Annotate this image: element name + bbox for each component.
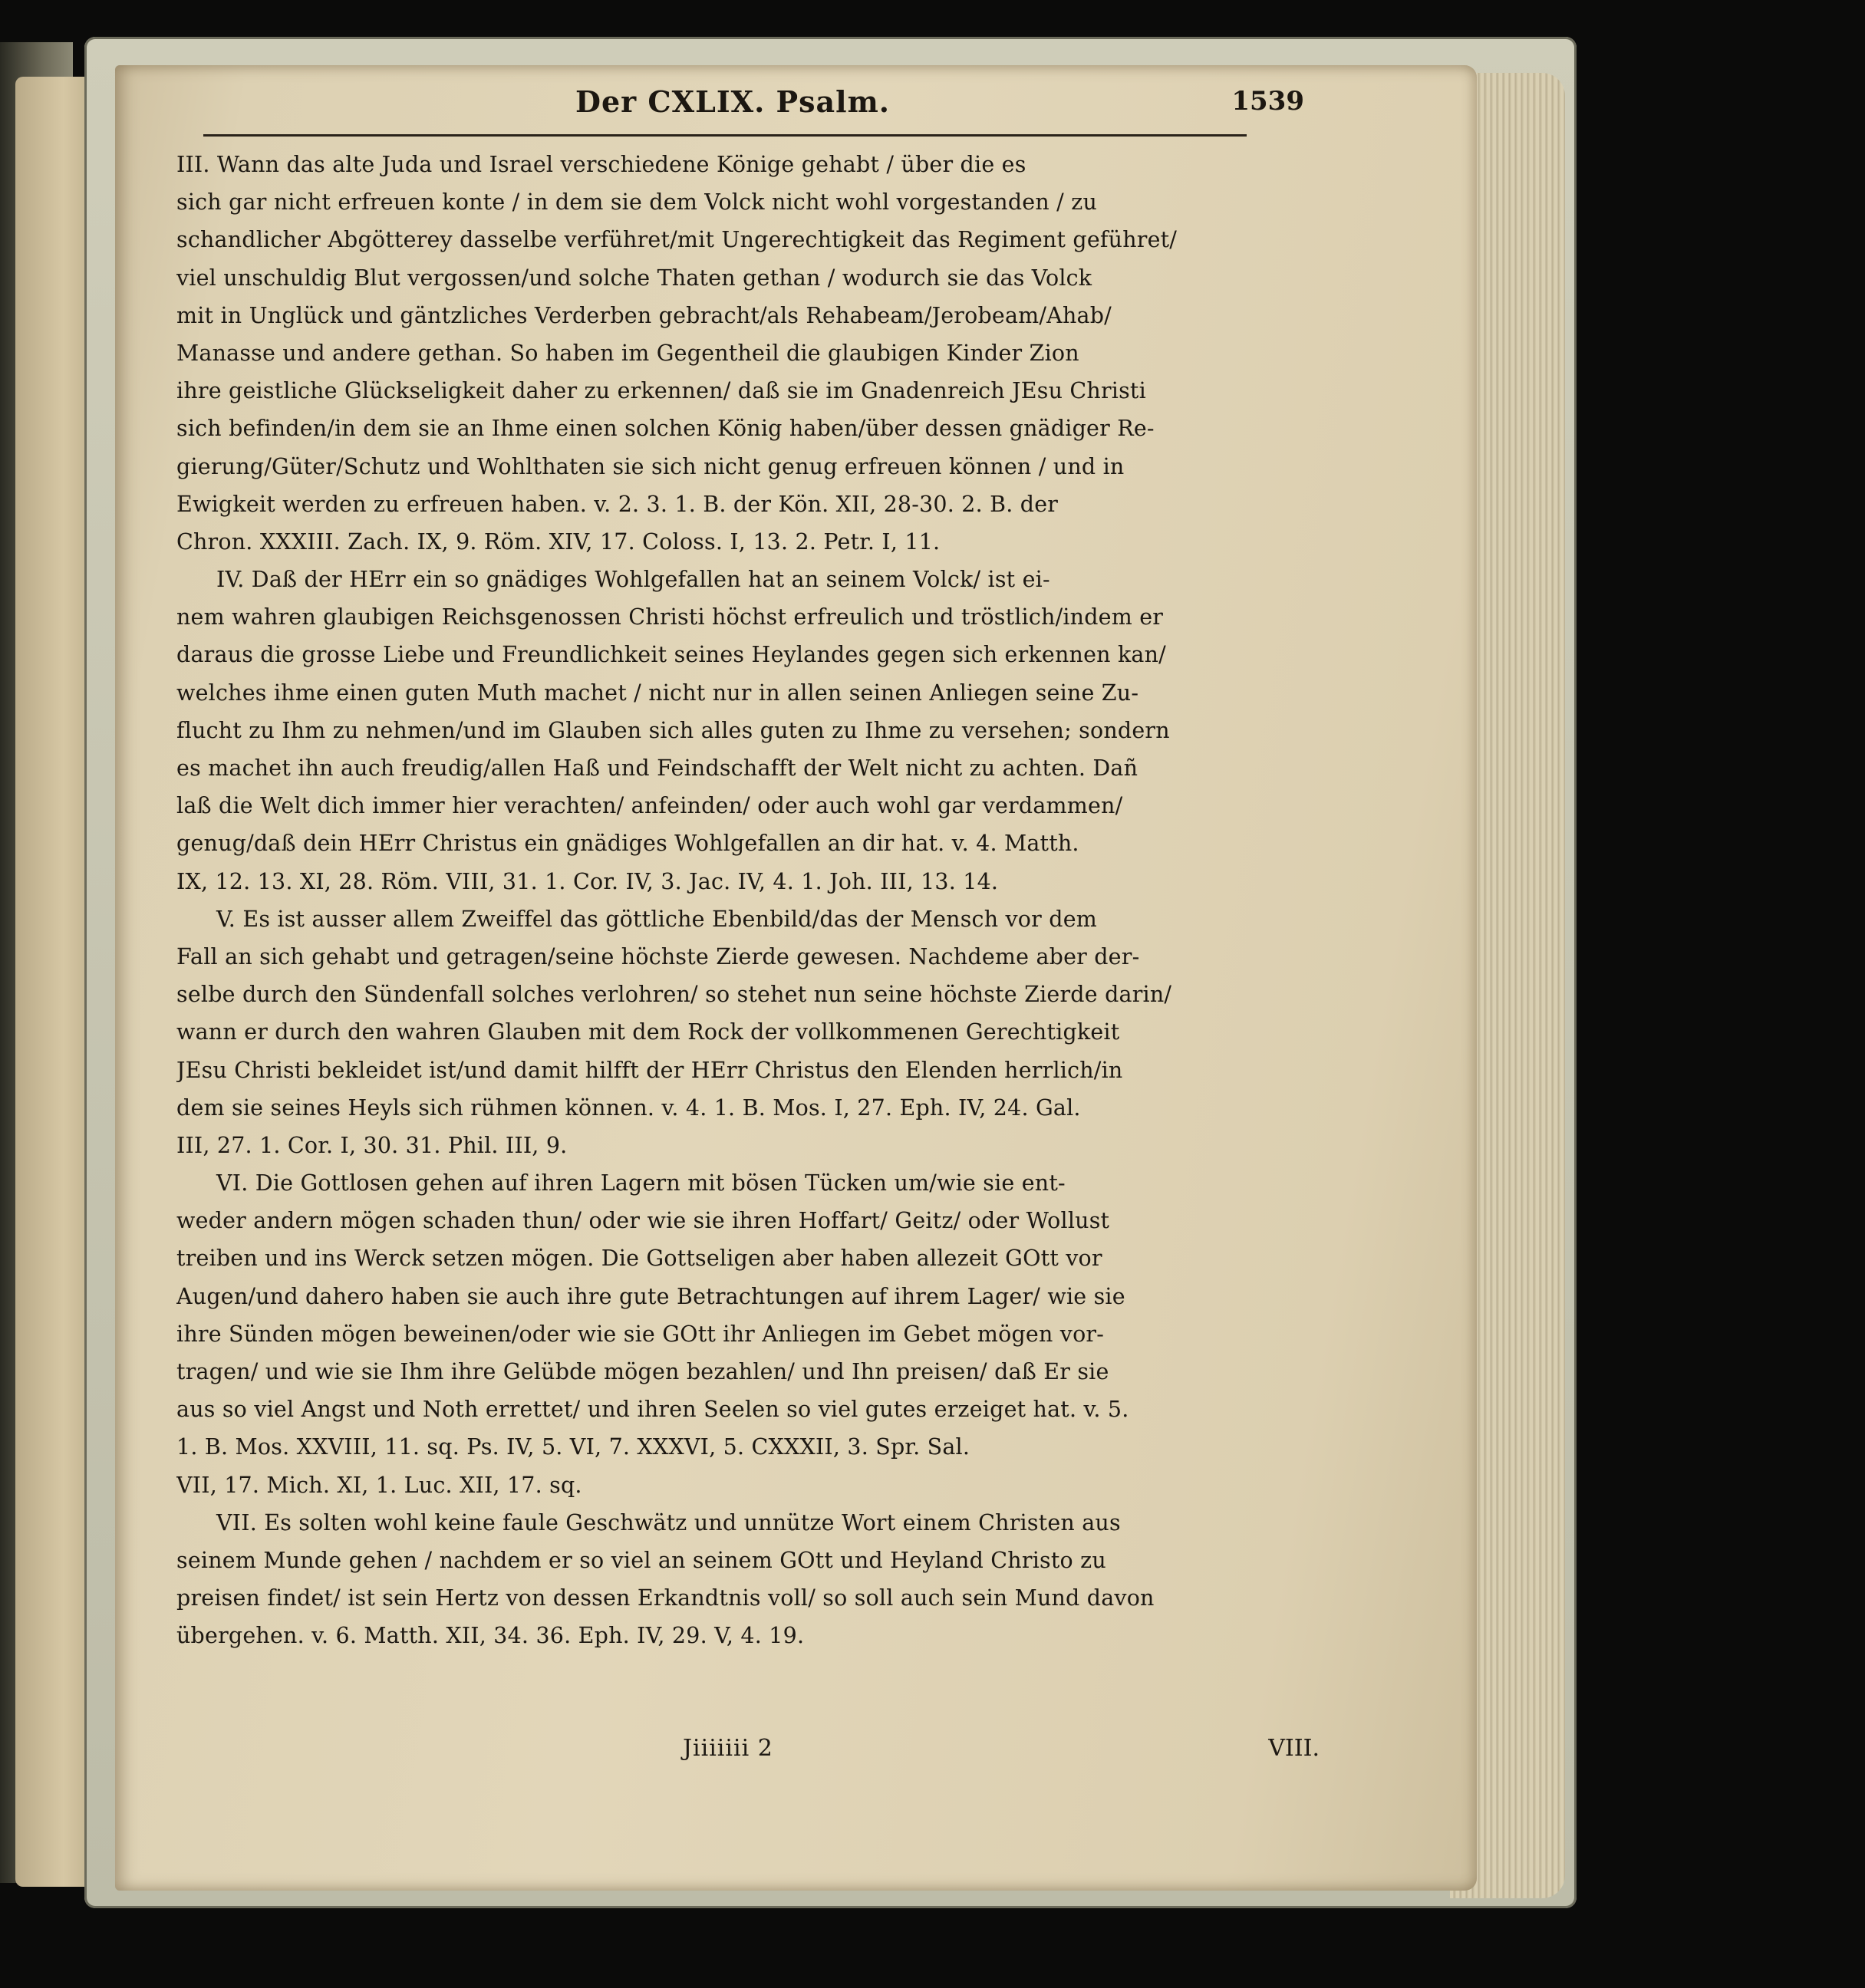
text-line: dem sie seines Heyls sich rühmen können. v. 4. 1. B. Mos. I, 27. Eph. IV, 24. Gal.: [176, 1094, 1081, 1121]
text-line: übergehen. v. 6. Matth. XII, 34. 36. Eph. IV, 29. V, 4. 19.: [176, 1623, 805, 1649]
left-page-edge: [15, 77, 84, 1887]
text-line: es machet ihn auch freudig/allen Haß und Feindschafft der Welt nicht zu achten. Dañ: [176, 755, 1138, 781]
page-number: 1539: [1231, 86, 1304, 117]
text-line: Ewigkeit werden zu erfreuen haben. v. 2. 3. 1. B. der Kön. XII, 28-30. 2. B. der: [176, 491, 1059, 517]
text-line: weder andern mögen schaden thun/ oder wie sie ihren Hoffart/ Geitz/ oder Wollust: [176, 1208, 1110, 1234]
running-title: Der CXLIX. Psalm.: [575, 84, 891, 119]
header-rule: [203, 134, 1247, 137]
text-line: III. Wann das alte Juda und Israel verschiedene Könige gehabt / über die es: [176, 152, 1026, 177]
text-line: nem wahren glaubigen Reichsgenossen Christi höchst erfreulich und tröstlich/indem er: [176, 604, 1164, 630]
text-line: viel unschuldig Blut vergossen/und solche Thaten gethan / wodurch sie das Volck: [176, 265, 1092, 291]
text-line: 1. B. Mos. XXVIII, 11. sq. Ps. IV, 5. VI, 7. XXXVI, 5. CXXXII, 3. Spr. Sal.: [176, 1434, 970, 1460]
page-footer: [176, 1735, 1320, 1772]
text-line: schandlicher Abgötterey dasselbe verführet/mit Ungerechtigkeit das Regiment geführet/: [176, 227, 1178, 253]
text-line: preisen findet/ ist sein Hertz von dessen Erkandtnis voll/ so soll auch sein Mund davon: [176, 1585, 1155, 1611]
paragraph-start-line: VII. Es solten wohl keine faule Geschwätz und unnütze Wort einem Christen aus: [216, 1509, 1121, 1535]
text-line: mit in Unglück und gäntzliches Verderben gebracht/als Rehabeam/Jerobeam/Ahab/: [176, 302, 1112, 328]
text-line: laß die Welt dich immer hier verachten/ anfeinden/ oder auch wohl gar verdammen/: [176, 793, 1123, 819]
text-line: ihre geistliche Glückseligkeit daher zu erkennen/ daß sie im Gnadenreich JEsu Christi: [176, 378, 1146, 404]
text-line: daraus die grosse Liebe und Freundlichkeit seines Heylandes gegen sich erkennen kan/: [176, 642, 1166, 668]
text-line: Augen/und dahero haben sie auch ihre gute Betrachtungen auf ihrem Lager/ wie sie: [176, 1283, 1125, 1309]
text-line: genug/daß dein HErr Christus ein gnädiges Wohlgefallen an dir hat. v. 4. Matth.: [176, 831, 1079, 857]
text-line: welches ihme einen guten Muth machet / nicht nur in allen seinen Anliegen seine Zu-: [176, 680, 1139, 706]
text-line: gierung/Güter/Schutz und Wohlthaten sie sich nicht genug erfreuen können / und in: [176, 453, 1125, 479]
paragraph-start-line: IV. Daß der HErr ein so gnädiges Wohlgefallen hat an seinem Volck/ ist ei-: [216, 567, 1050, 593]
text-line: aus so viel Angst und Noth errettet/ und ihren Seelen so viel gutes erzeiget hat. v. 5.: [176, 1397, 1129, 1423]
text-line: sich gar nicht erfreuen konte / in dem sie dem Volck nicht wohl vorgestanden / zu: [176, 189, 1097, 216]
text-line: JEsu Christi bekleidet ist/und damit hilfft der HErr Christus den Elenden herrlich/in: [176, 1057, 1123, 1083]
paragraph-start-line: VI. Die Gottlosen gehen auf ihren Lagern mit bösen Tücken um/wie sie ent-: [216, 1170, 1066, 1196]
text-line: tragen/ und wie sie Ihm ihre Gelübde mögen bezahlen/ und Ihn preisen/ daß Er sie: [176, 1359, 1109, 1384]
paragraph-start-line: V. Es ist ausser allem Zweiffel das göttliche Ebenbild/das der Mensch vor dem: [216, 906, 1097, 932]
text-line: ihre Sünden mögen beweinen/oder wie sie GOtt ihr Anliegen im Gebet mögen vor-: [176, 1321, 1105, 1347]
text-line: III, 27. 1. Cor. I, 30. 31. Phil. III, 9.: [176, 1132, 568, 1158]
text-line: sich befinden/in dem sie an Ihme einen solchen König haben/über dessen gnädiger Re-: [176, 416, 1155, 442]
signature-mark: Jiiiiiii 2: [683, 1735, 773, 1762]
text-line: VII, 17. Mich. XI, 1. Luc. XII, 17. sq.: [176, 1472, 582, 1498]
text-line: Fall an sich gehabt und getragen/seine höchste Zierde gewesen. Nachdeme aber der-: [176, 943, 1140, 969]
body-text: [176, 146, 1320, 1655]
text-line: IX, 12. 13. XI, 28. Röm. VIII, 31. 1. Cor. IV, 3. Jac. IV, 4. 1. Joh. III, 13. 14.: [176, 868, 999, 894]
text-line: seinem Munde gehen / nachdem er so viel an seinem GOtt und Heyland Christo zu: [176, 1547, 1106, 1573]
catchword: VIII.: [1268, 1735, 1320, 1762]
text-line: selbe durch den Sündenfall solches verlohren/ so stehet nun seine höchste Zierde darin/: [176, 982, 1172, 1008]
text-line: wann er durch den wahren Glauben mit dem Rock der vollkommenen Gerechtigkeit: [176, 1019, 1120, 1045]
text-line: treiben und ins Werck setzen mögen. Die Gottseligen aber haben allezeit GOtt vor: [176, 1246, 1102, 1272]
running-head: [176, 84, 1304, 130]
text-line: flucht zu Ihm zu nehmen/und im Glauben sich alles guten zu Ihme zu versehen; sondern: [176, 717, 1170, 743]
text-line: Manasse und andere gethan. So haben im Gegentheil die glaubigen Kinder Zion: [176, 340, 1079, 366]
text-line: Chron. XXXIII. Zach. IX, 9. Röm. XIV, 17. Coloss. I, 13. 2. Petr. I, 11.: [176, 528, 941, 555]
